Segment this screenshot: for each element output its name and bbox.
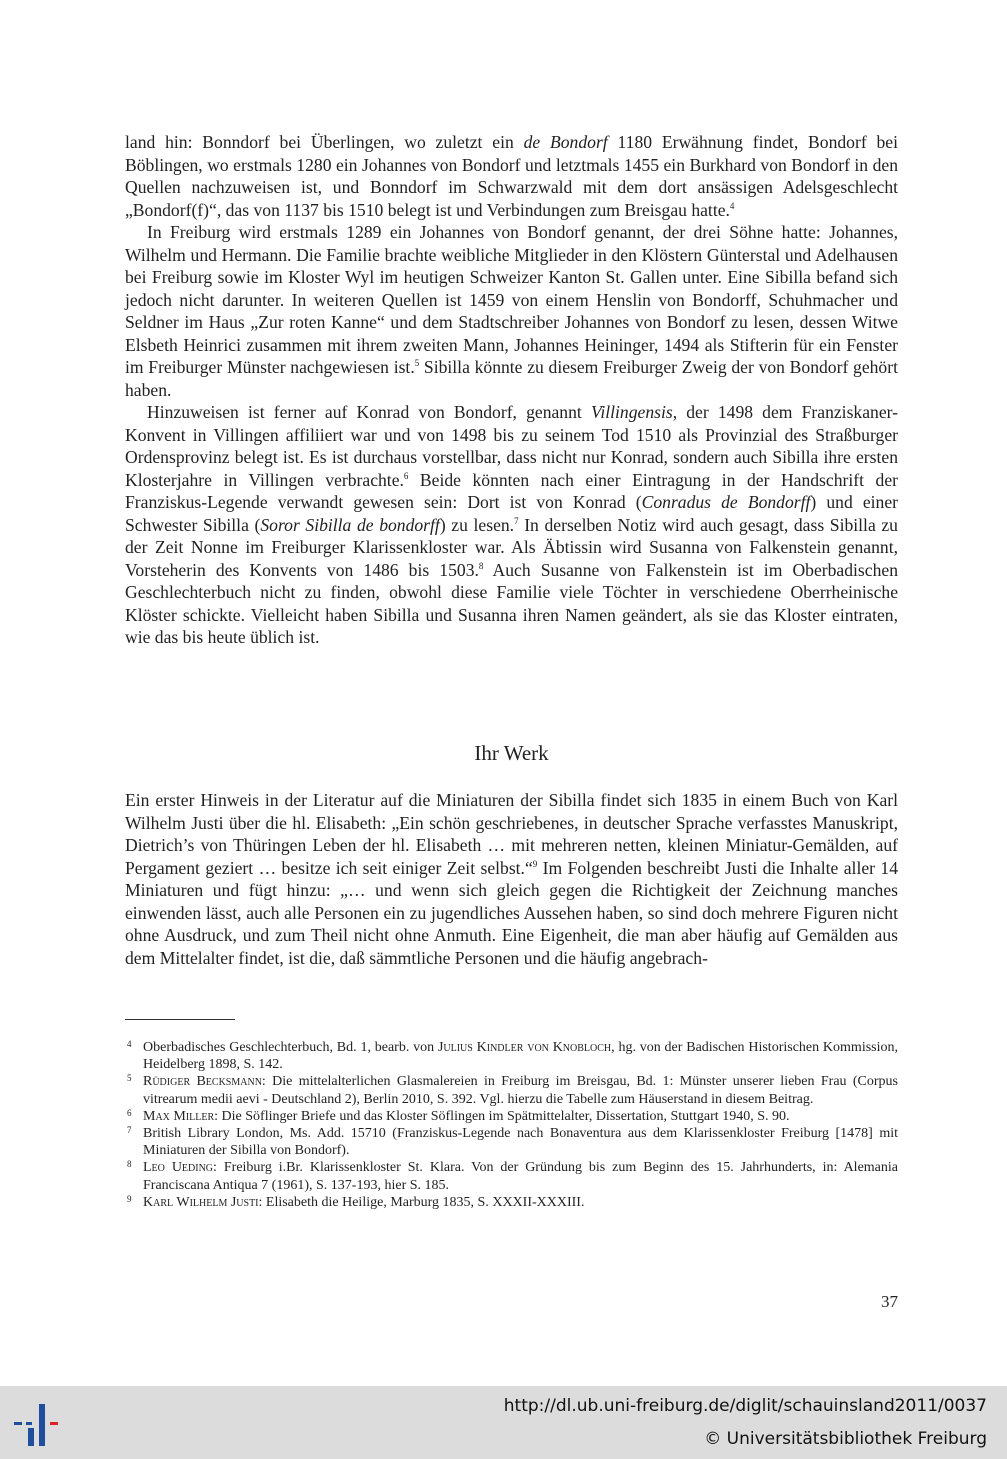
page-number: 37 [881,1292,898,1311]
footnote-5: 5 Rüdiger Becksmann: Die mittelalterlichen Glasmalereien in Freiburg im Breisgau, Bd. 1: Münster unserer lieben Frau (Corpus vitrearum medii aevi - Deutschland 2), Berlin 2010, S. 392. Vgl. hierzu die Tabelle zum Häuserstand in diesem Beitrag. [127,1073,898,1107]
paragraph-2: In Freiburg wird erstmals 1289 ein Johannes von Bondorf genannt, der drei Söhne hatte: Johannes, Wilhelm und Hermann. Die Familie brachte weibliche Mitglieder in den Klöstern Günterstal und Adelhausen bei Freiburg sowie im Kloster Wyl im heutigen Schweizer Kanton St. Gallen unter. Eine Sibilla befand sich jedoch nicht darunter. In weiteren Quellen ist 1459 von einem Henslin von Bondorff, Schuhmacher und Seldner im Haus „Zur roten Kanne“ und dem Stadtschreiber Johannes von Bondorf zu lesen, dessen Witwe Elsbeth Heinrici zusammen mit ihrem zweiten Mann, Johannes Heininger, 1494 als Stifterin für ein Fenster im Freiburger Münster nachgewiesen ist.$^5$ Sibilla könnte zu diesem Freiburger Zweig der von Bondorf gehört haben. [125,222,898,400]
footnote-4: 4 Oberbadisches Geschlechterbuch, Bd. 1, bearb. von Julius Kindler von Knobloch, hg. von der Badischen Historischen Kommission, Heidelberg 1898, S. 142. [127,1039,898,1073]
paragraph-4: Ein erster Hinweis in der Literatur auf die Miniaturen der Sibilla findet sich 1835 in einem Buch von Karl Wilhelm Justi über die hl. Elisabeth: „Ein schön geschriebenes, in deutscher Sprache verfasstes Manuskript, Dietrich’s von Thüringen Leben der hl. Elisabeth … mit mehreren netten, kleinen Miniatur-Gemälden, auf Pergament geziert … besitze ich seit einiger Zeit selbst.“$^9$ Im Folgenden beschreibt Justi die Inhalte aller 14 Miniaturen und fügt hinzu: „… und wenn sich gleich gegen die Richtigkeit der Zeichnung manches einwenden lässt, auch alle Personen ein zu jugendliches Aussehen haben, so sind doch mehrere Figuren nicht ohne Ausdruck, und zum Theil nicht ohne Anmuth. Eine Eigenheit, die man aber häufig auf Gemälden aus dem Mittelalter findet, ist die, daß sämmtliche Personen und die häufig angebrach- [125,790,898,968]
footnote-9: 9 Karl Wilhelm Justi: Elisabeth die Heilige, Marburg 1835, S. XXXII-XXXIII. [127,1193,585,1210]
footnote-6: 6 Max Miller: Die Söflinger Briefe und das Kloster Söflingen im Spätmittelalter, Dissertation, Stuttgart 1940, S. 90. [127,1107,790,1124]
ub-freiburg-logo-icon[interactable] [12,1398,62,1448]
italic-de-bondorf: de Bondorf [523,132,608,152]
body-text-upper [125,131,898,649]
footnote-8: 8 Leo Ueding: Freiburg i.Br. Klarissenkloster St. Klara. Von der Gründung bis zum Beginn des 15. Jahrhunderts, in: Alemania Franciscana Antiqua 7 (1961), S. 137-193, hier S. 185. [127,1159,898,1193]
footnote-ref-4[interactable]: 4 [729,200,735,211]
viewer-footer [0,1386,1007,1459]
document-url[interactable]: http://dl.ub.uni-freiburg.de/diglit/schauinsland2011/0037 [503,1396,987,1416]
footnote-ref-6[interactable]: 6 [403,470,409,481]
footnote-ref-8[interactable]: 8 [478,560,484,571]
footnote-ref-5[interactable]: 5 [414,358,420,369]
section-heading: Ihr Werk [474,741,549,765]
footnote-ref-9[interactable]: 9 [532,858,538,869]
body-text-lower [125,789,898,969]
footnote-7: 7 British Library London, Ms. Add. 15710 (Franziskus-Legende nach Bonaventura aus dem Klarissenkloster Freiburg [1478] mit Miniaturen der Sibilla von Bondorf). [127,1125,898,1159]
footnote-divider [125,1019,235,1020]
paragraph-3: Hinzuweisen ist ferner auf Konrad von Bondorf, genannt Villingensis, der 1498 dem Franziskaner-Konvent in Villingen affiliiert war und von 1498 bis zu seinem Tod 1510 als Provinzial des Straßburger Ordensprovinz belegt ist. Es ist durchaus vorstellbar, dass nicht nur Konrad, sondern auch Sibilla ihre ersten Klosterjahre in Villingen verbrachte.$^6$ Beide könnten nach einer Eintragung in der Handschrift der Franziskus-Legende verwandt gewesen sein: Dort ist von Konrad (Conradus de Bondorff) und einer Schwester Sibilla (Soror Sibilla de bondorff) zu lesen.$^7$ In derselben Notiz wird auch gesagt, dass Sibilla zu der Zeit Nonne im Freiburger Klarissenkloster war. Als Äbtissin wird Susanna von Falkenstein genannt, Vorsteherin des Konvents von 1486 bis 1503.$^8$ Auch Susanne von Falkenstein ist im Oberbadischen Geschlechterbuch nicht zu finden, obwohl diese Familie viele Töchter in verschiedene Oberrheinische Klöster schickte. Vielleicht haben Sibilla und Susanna ihren Namen geändert, als sie das Kloster eintraten, wie das bis heute üblich ist. [125,402,898,647]
copyright-notice: © Universitätsbibliothek Freiburg [704,1429,987,1449]
footnote-ref-7[interactable]: 7 [514,515,519,526]
paragraph-1: land hin: Bonndorf bei Überlingen, wo zuletzt ein de Bondorf 1180 Erwähnung findet, Bondorf bei Böblingen, wo erstmals 1280 ein Johannes von Bondorf und letztmals 1455 ein Burkhard von Bondorf in den Quellen nachzuweisen ist, und Bonndorf im Schwarzwald mit dem dort ansässigen Adelsgeschlecht „Bondorf(f)“, das von 1137 bis 1510 belegt ist und Verbindungen zum Breisgau hatte.$^4$ [125,132,898,220]
footnotes [125,1039,898,1211]
